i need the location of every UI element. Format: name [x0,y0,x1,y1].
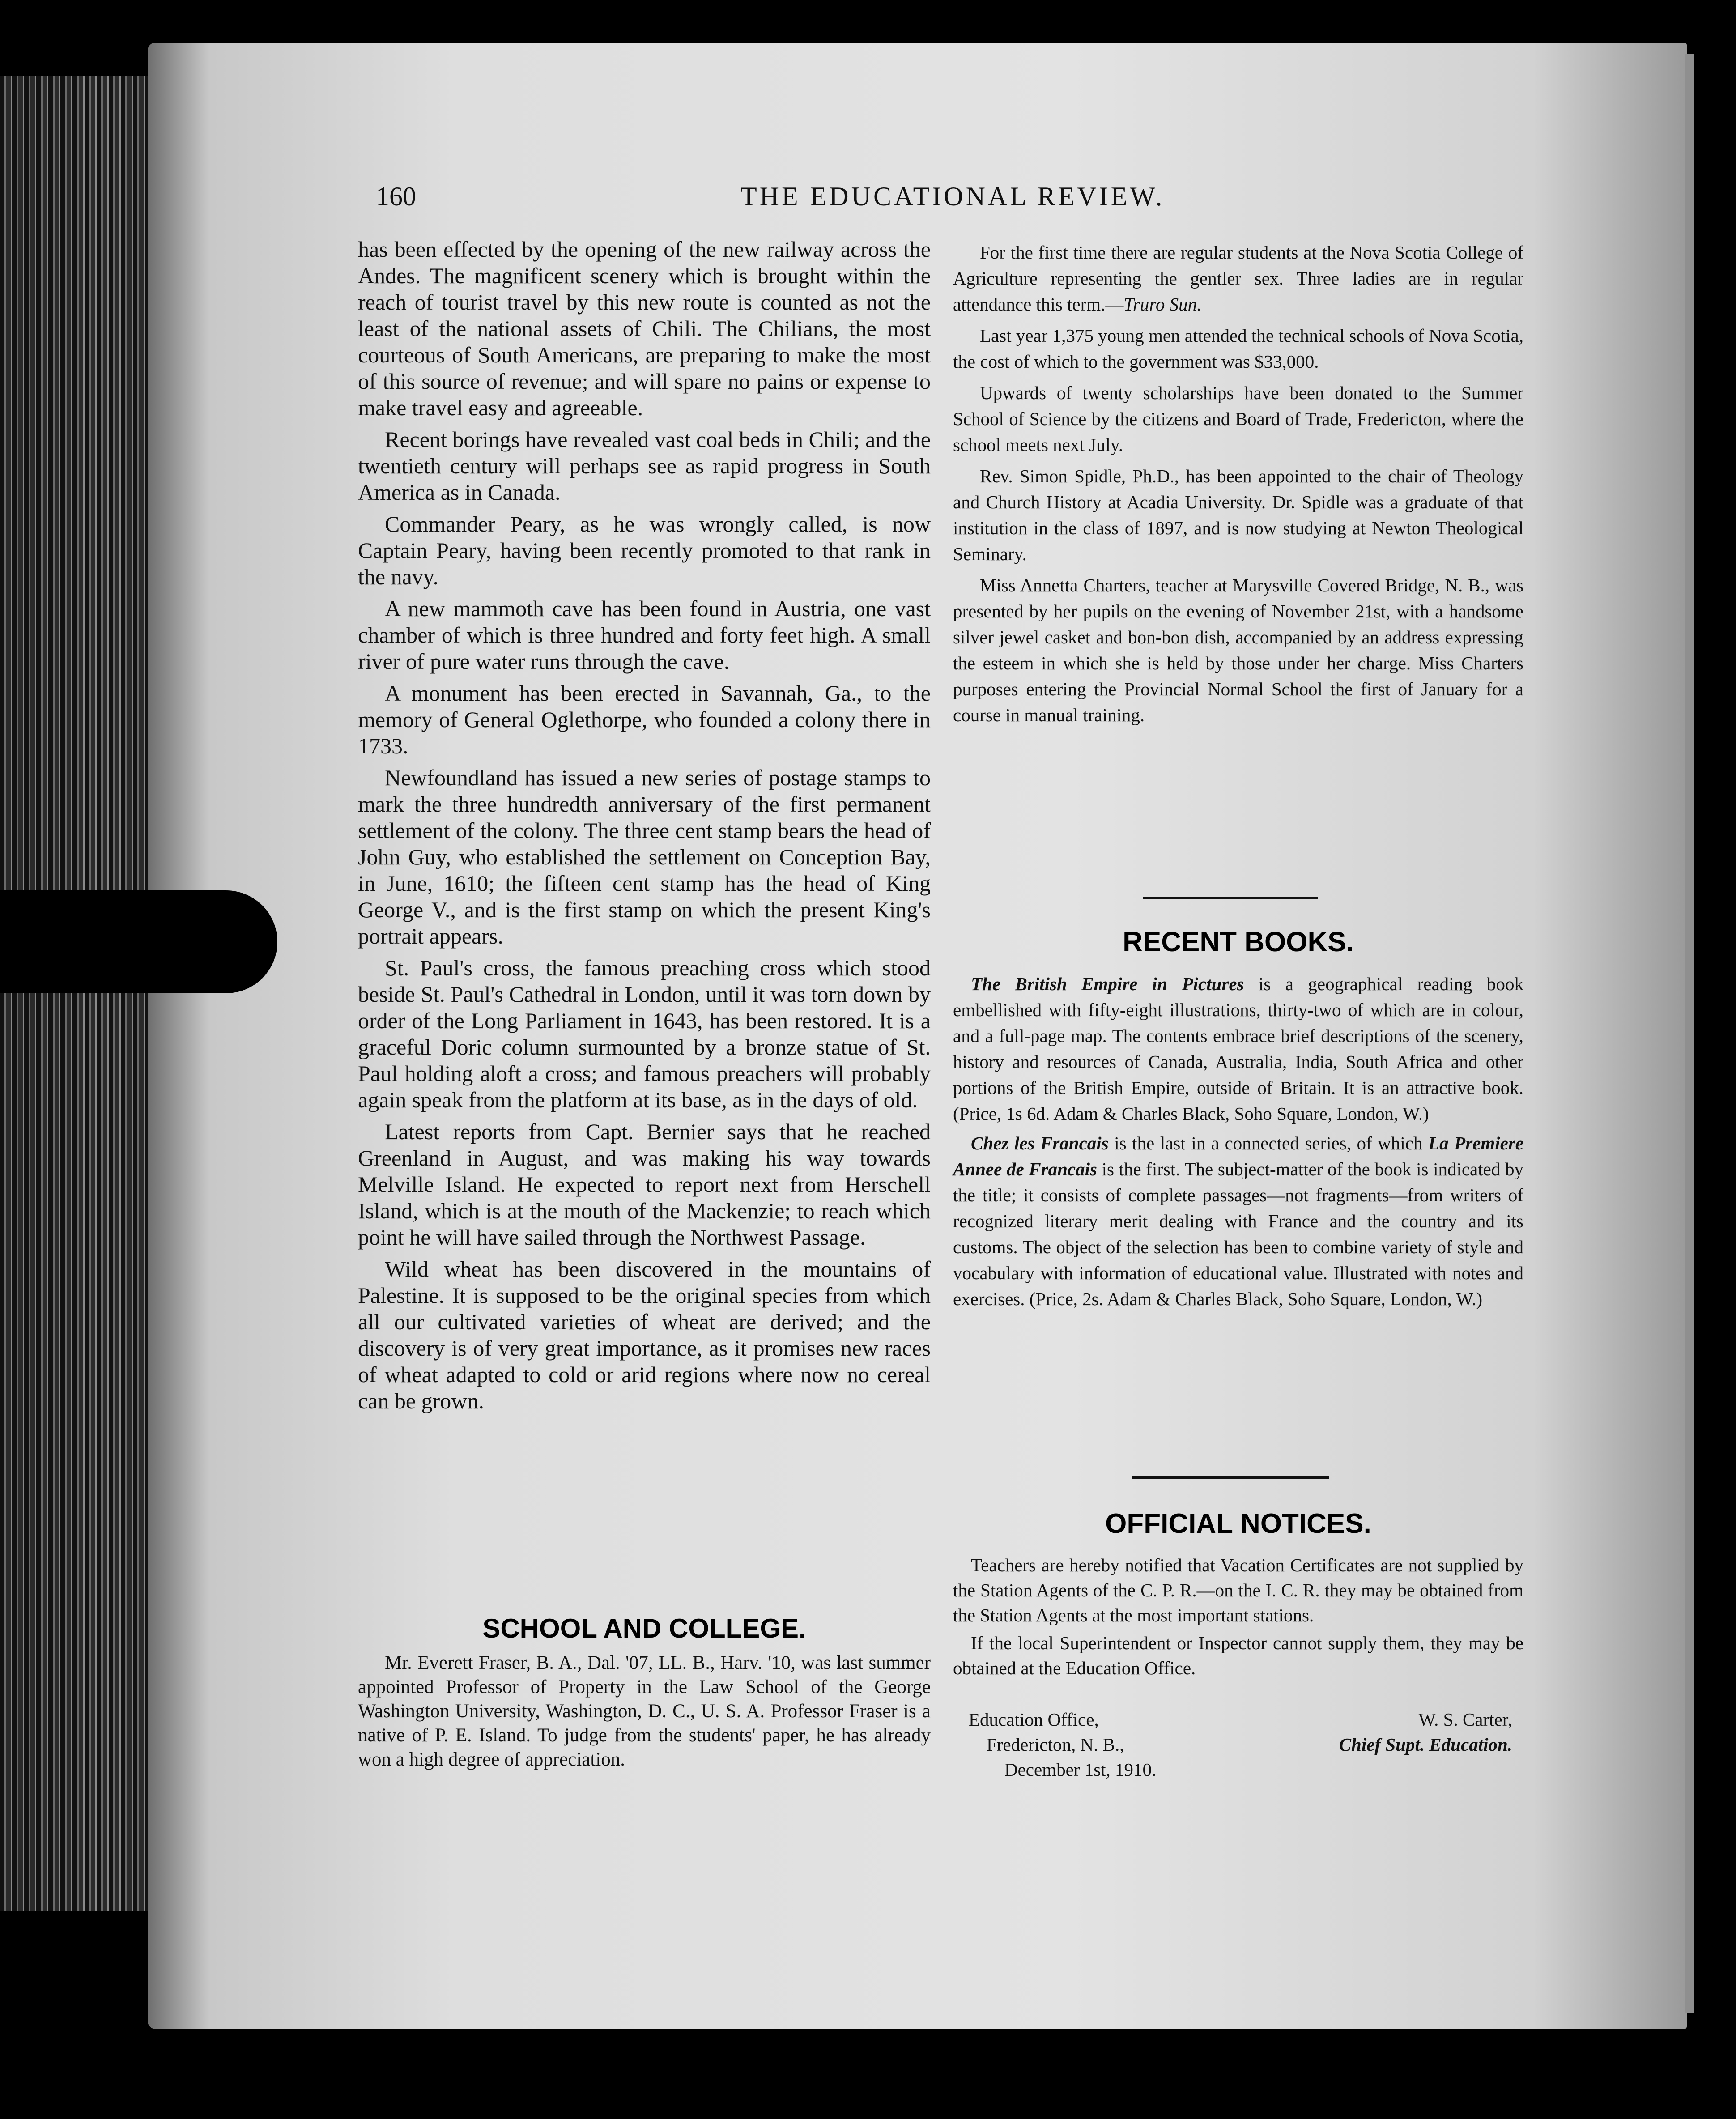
page-number: 160 [376,182,416,211]
book-title-chez-les-francais: Chez les Francais [971,1133,1109,1153]
book-page-edges [0,76,161,1911]
paragraph-st-pauls-cross: St. Paul's cross, the famous preaching cross which stood beside St. Paul's Cathedral in London, until it was torn down by order of the Long Parliament in 1643, has been restored. It is a graceful Doric column surmounted by a bronze statue of St. Paul holding aloft a cross; and famous preachers will probably again speak from the platform at its base, as in the days of old. [358,955,931,1112]
facing-page-edge [1685,54,1694,2013]
recent-books-section [953,971,1523,1315]
signature-officer-block [1271,1707,1512,1757]
paragraph-wild-wheat: Wild wheat has been discovered in the mountains of Palestine. It is supposed to be the original species from which all our cultivated varieties of wheat are derived; and the discovery is of very great importance, as it promises new races of wheat adapted to cold or arid regions where now no cereal can be grown. [358,1256,931,1413]
book-review-chez-les-francais [953,1130,1523,1312]
paragraph-coal: Recent borings have revealed vast coal beds in Chili; and the twentieth century will perhaps see as rapid progress in South America as in Canada. [358,427,931,505]
divider-rule [1132,1476,1329,1479]
right-column [953,239,1523,733]
paragraph-peary: Commander Peary, as he was wrongly called, is now Captain Peary, having been recently promoted to that rank in the navy. [358,511,931,589]
divider-rule [1143,897,1318,899]
thumb-shadow [0,890,277,993]
signature-office-block [969,1707,1156,1782]
journal-title: THE EDUCATIONAL REVIEW. [740,182,1165,211]
notice-vacation-certificates: Teachers are hereby notified that Vacation Certificates are not supplied by the Station Agents of the C. P. R.—on the I. C. R. they may be obtained from the Station Agents at the most important stations. [953,1555,1523,1625]
book-review-text: is a geographical reading book embellished with fifty-eight illustrations, thirty-two of which are in colour, and a full-page map. The contents embrace brief descriptions of the scenery, history and resources of Canada, Australia, India, South Africa and other portions of the British Empire, outside of Britain. It is an attractive book. (Price, 1s 6d. Adam & Charles Black, Soho Square, London, W.) [953,974,1523,1124]
paragraph-stamps: Newfoundland has issued a new series of postage stamps to mark the three hundredth anniversary of the first permanent settlement of the colony. The three cent stamp bears the head of John Guy, who established the settlement on Conception Bay, in June, 1610; the fifteen cent stamp has the head of King George V., and is the first stamp on which the present King's portrait appears. [358,765,931,949]
notice-education-office: If the local Superintendent or Inspector cannot supply them, they may be obtained at the Education Office. [953,1633,1523,1678]
truro-sun-source: Truro Sun. [1123,294,1202,315]
signature-office: Education Office, [969,1709,1099,1730]
left-column [358,236,931,1420]
signature-city: Fredericton, N. B., [987,1734,1124,1755]
agriculture-text: For the first time there are regular students at the Nova Scotia College of Agriculture representing the gentler sex. Three ladies are in regular attendance this term.— [953,242,1523,315]
school-and-college-heading: SCHOOL AND COLLEGE. [482,1613,806,1643]
signature-date: December 1st, 1910. [1004,1759,1157,1780]
book-review-british-empire [953,971,1523,1127]
recent-books-heading: RECENT BOOKS. [1123,927,1354,957]
signature-name: W. S. Carter, [1418,1709,1512,1730]
book-review-text: is the last in a connected series, of which [1108,1133,1429,1153]
school-and-college-section [358,1651,931,1772]
paragraph-charters: Miss Annetta Charters, teacher at Marysville Covered Bridge, N. B., was presented by her pupils on the evening of November 21st, with a handsome silver jewel casket and bon-bon dish, accompanied by an address expressing the esteem in which she is held by those under her charge. Miss Charters purposes entering the Provincial Normal School the first of January for a course in manual training. [953,575,1523,725]
paragraph-fraser: Mr. Everett Fraser, B. A., Dal. '07, LL. B., Harv. '10, was last summer appointed Professor of Property in the Law School of the George Washington University, Washington, D. C., U. S. A. Professor Fraser is a native of P. E. Island. To judge from the students' paper, he has already won a high degree of appreciation. [358,1652,931,1770]
paragraph-railway: has been effected by the opening of the new railway across the Andes. The magnificent scenery which is brought within the reach of tourist travel by this new route is counted as not the least of the national assets of Chili. The Chilians, the most courteous of South Americans, are preparing to make the most of this source of revenue; and will spare no pains or expense to make travel easy and agreeable. [358,237,931,420]
book-title-british-empire: The British Empire in Pictures [971,974,1244,994]
paragraph-bernier: Latest reports from Capt. Bernier says that he reached Greenland in August, and was making his way towards Melville Island. He expected to report next from Herschell Island, which is at the mouth of the Mackenzie; to reach which point he will have sailed through the Northwest Passage. [358,1119,931,1250]
book-title-premiere-annee: La Premiere Annee de Francais [953,1133,1523,1179]
paragraph-spidle: Rev. Simon Spidle, Ph.D., has been appointed to the chair of Theology and Church History at Acadia University. Dr. Spidle was a graduate of that institution in the class of 1897, and is now studying at Newton Theological Seminary. [953,466,1523,564]
official-notices-section [953,1553,1523,1683]
official-notices-heading: OFFICIAL NOTICES. [1105,1508,1371,1539]
paragraph-technical-schools: Last year 1,375 young men attended the technical schools of Nova Scotia, the cost of which to the government was $33,000. [953,325,1523,372]
paragraph-monument: A monument has been erected in Savannah, Ga., to the memory of General Oglethorpe, who founded a colony there in 1733. [358,681,931,758]
signature-title: Chief Supt. Education. [1339,1734,1512,1755]
paragraph-agriculture [953,239,1523,317]
paragraph-scholarships: Upwards of twenty scholarships have been donated to the Summer School of Science by the citizens and Board of Trade, Fredericton, where the school meets next July. [953,383,1523,455]
book-review-text: is the first. The subject-matter of the book is indicated by the title; it consists of complete passages—not fragments—from writers of recognized literary merit dealing with France and the country and its customs. The object of the selection has been to combine variety of style and vocabulary with information of educational value. Illustrated with notes and exercises. (Price, 2s. Adam & Charles Black, Soho Square, London, W.) [953,1159,1523,1309]
paragraph-cave: A new mammoth cave has been found in Austria, one vast chamber of which is three hundred and forty feet high. A small river of pure water runs through the cave. [358,596,931,674]
